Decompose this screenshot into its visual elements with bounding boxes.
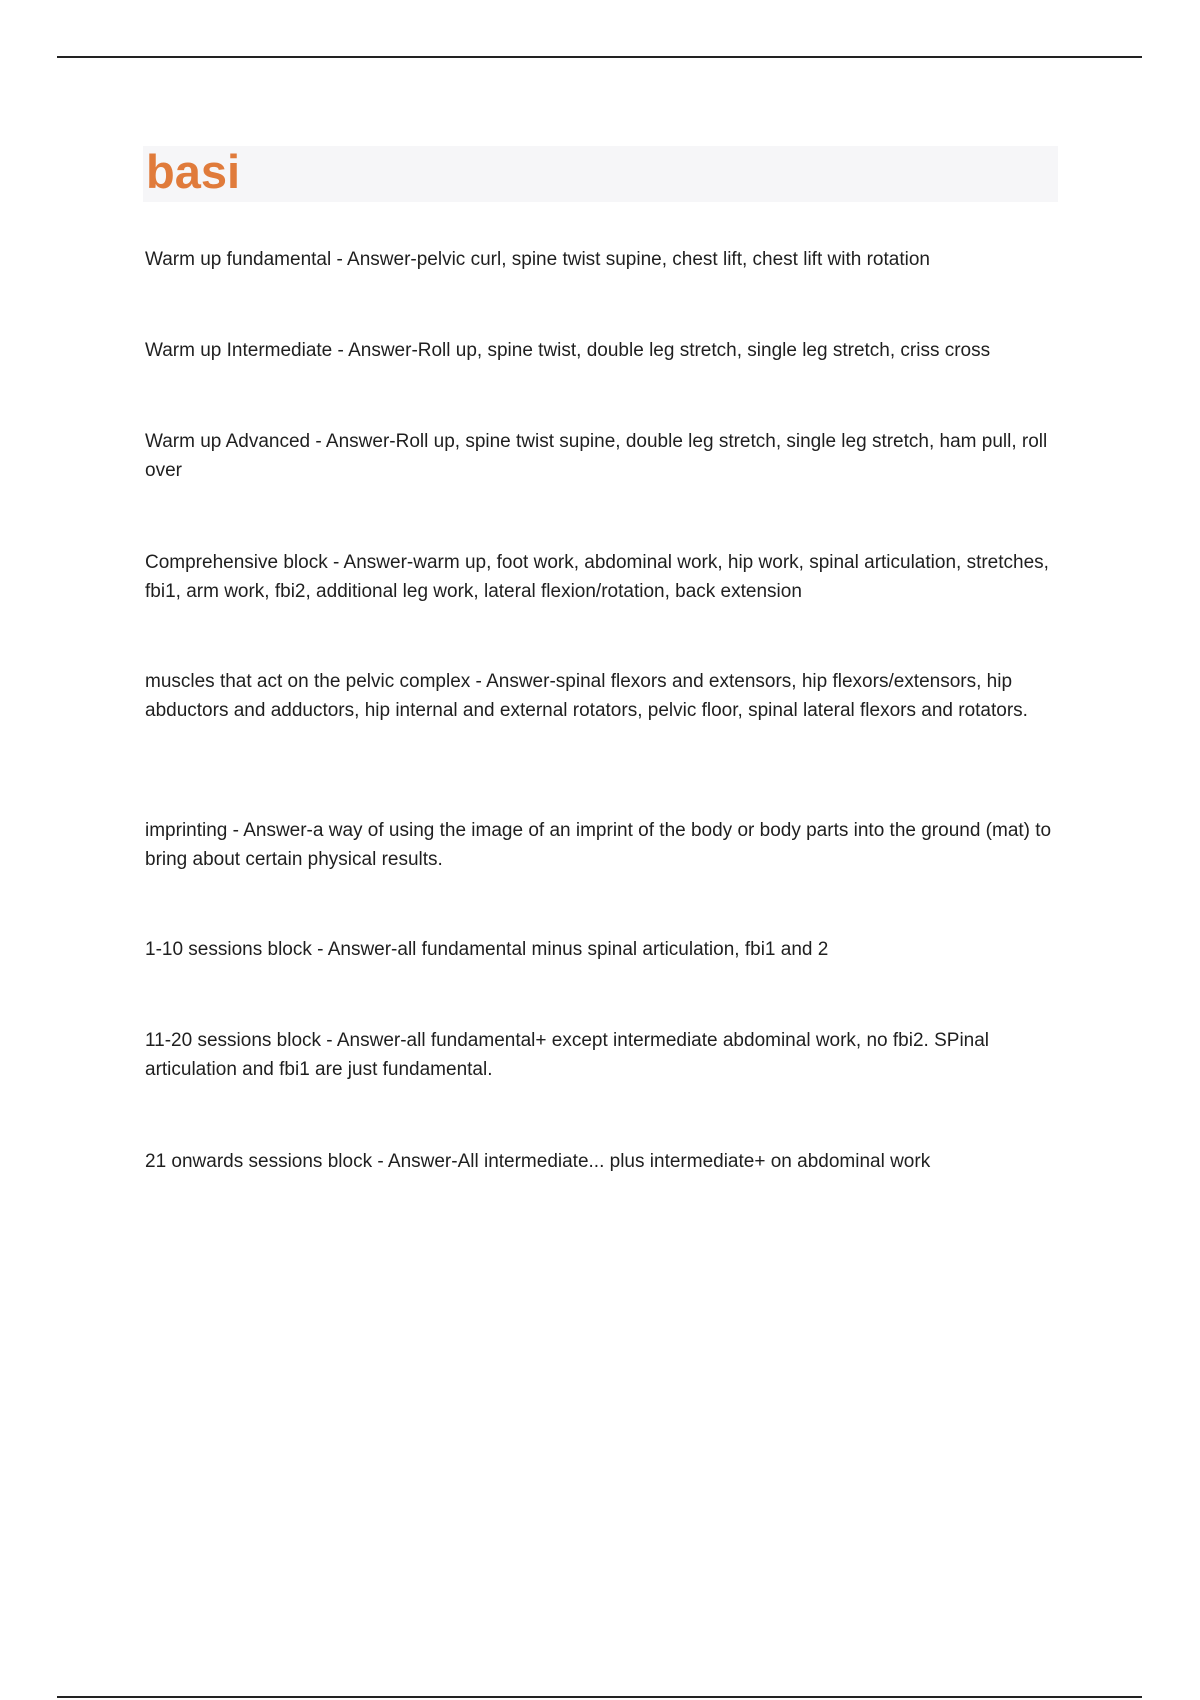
flashcard-entry: Comprehensive block - Answer-warm up, foot work, abdominal work, hip work, spinal articulation, stretches, fbi1, arm work, fbi2, additional leg work, lateral flexion/rotation, back extension	[145, 552, 1049, 602]
footer-rule	[57, 1696, 1142, 1698]
title-banner	[143, 146, 1058, 202]
flashcard-entry: 1-10 sessions block - Answer-all fundamental minus spinal articulation, fbi1 and 2	[145, 939, 829, 960]
header-rule	[57, 56, 1142, 58]
flashcard-entry: Warm up Intermediate - Answer-Roll up, spine twist, double leg stretch, single leg stretch, criss cross	[145, 340, 991, 361]
flashcard-entry: imprinting - Answer-a way of using the image of an imprint of the body or body parts into the ground (mat) to bring about certain physical results.	[145, 820, 1052, 870]
flashcard-entry: 11-20 sessions block - Answer-all fundamental+ except intermediate abdominal work, no fbi2. SPinal articulation and fbi1 are just fundamental.	[145, 1030, 990, 1080]
flashcard-entry: Warm up fundamental - Answer-pelvic curl, spine twist supine, chest lift, chest lift with rotation	[145, 249, 930, 270]
document-title: basi	[146, 145, 241, 198]
flashcard-entry: Warm up Advanced - Answer-Roll up, spine twist supine, double leg stretch, single leg stretch, ham pull, roll over	[145, 431, 1048, 481]
flashcard-entry: muscles that act on the pelvic complex - Answer-spinal flexors and extensors, hip flexors/extensors, hip abductors and adductors, hip internal and external rotators, pelvic floor, spinal lateral flexors and rotators.	[145, 671, 1028, 721]
flashcard-entry: 21 onwards sessions block - Answer-All intermediate... plus intermediate+ on abdominal work	[145, 1151, 931, 1172]
